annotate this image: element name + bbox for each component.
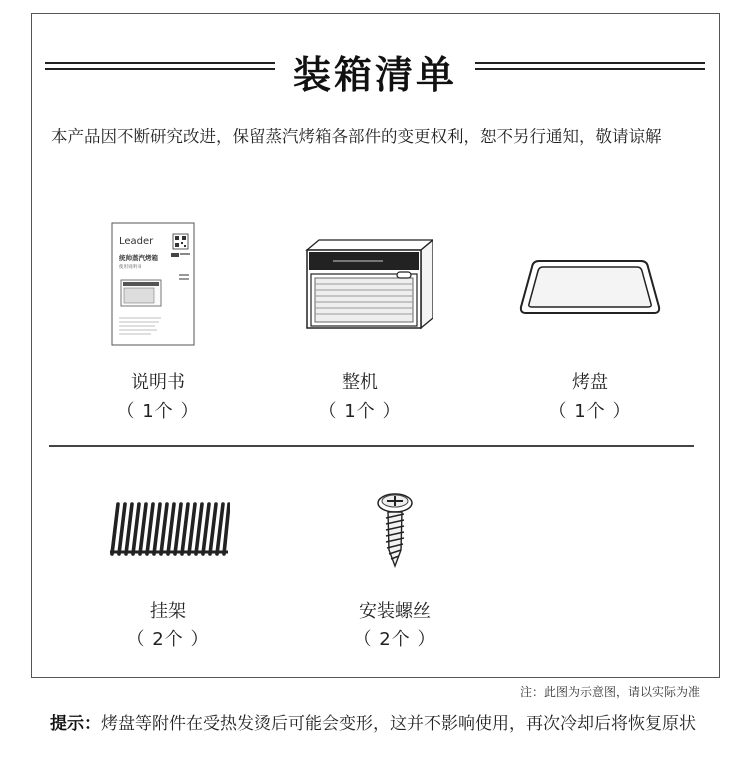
item-screw (315, 492, 475, 650)
steam-oven-icon (293, 236, 433, 331)
svg-text:统帅蒸汽烤箱: 统帅蒸汽烤箱 (119, 254, 158, 262)
item-manual-name: 说明书 (131, 372, 185, 393)
title-rule-left (45, 62, 275, 70)
section-divider (49, 445, 694, 447)
notice-text: 本产品因不断研究改进，保留蒸汽烤箱各部件的变更权利，恕不另行通知，敬请谅解 (51, 127, 662, 146)
item-oven-qty: （ 1个 ） (318, 401, 402, 422)
item-manual-qty: （ 1个 ） (116, 401, 200, 422)
item-tray-qty: （ 1个 ） (548, 401, 632, 422)
item-rack-name: 挂架 (150, 601, 186, 622)
item-rack-qty: （ 2个 ） (126, 629, 210, 650)
baking-tray-icon (517, 257, 663, 317)
item-tray (510, 257, 670, 427)
side-rack-icon (108, 500, 230, 558)
tip-label: 提示： (50, 714, 101, 734)
item-oven-name: 整机 (342, 372, 378, 393)
item-screw-name: 安装螺丝 (359, 601, 431, 622)
screw-icon (375, 492, 415, 568)
title-row (45, 40, 705, 96)
tip-text: 烤盘等附件在受热发烫后可能会变形，这并不影响使用，再次冷却后将恢复原状 (101, 714, 696, 734)
item-tray-name: 烤盘 (572, 372, 608, 393)
page-title: 装箱清单 (292, 53, 457, 97)
title-rule-right (475, 62, 705, 70)
tip-block (50, 711, 700, 737)
manual-booklet-icon (111, 222, 195, 346)
svg-text:使用说明书: 使用说明书 (119, 265, 142, 270)
svg-text:Leader: Leader (119, 236, 154, 247)
footnote: 注：此图为示意图，请以实际为准 (519, 685, 700, 699)
item-screw-qty: （ 2个 ） (353, 629, 437, 650)
item-rack (88, 500, 248, 650)
item-manual (78, 222, 238, 422)
item-oven (280, 236, 440, 426)
